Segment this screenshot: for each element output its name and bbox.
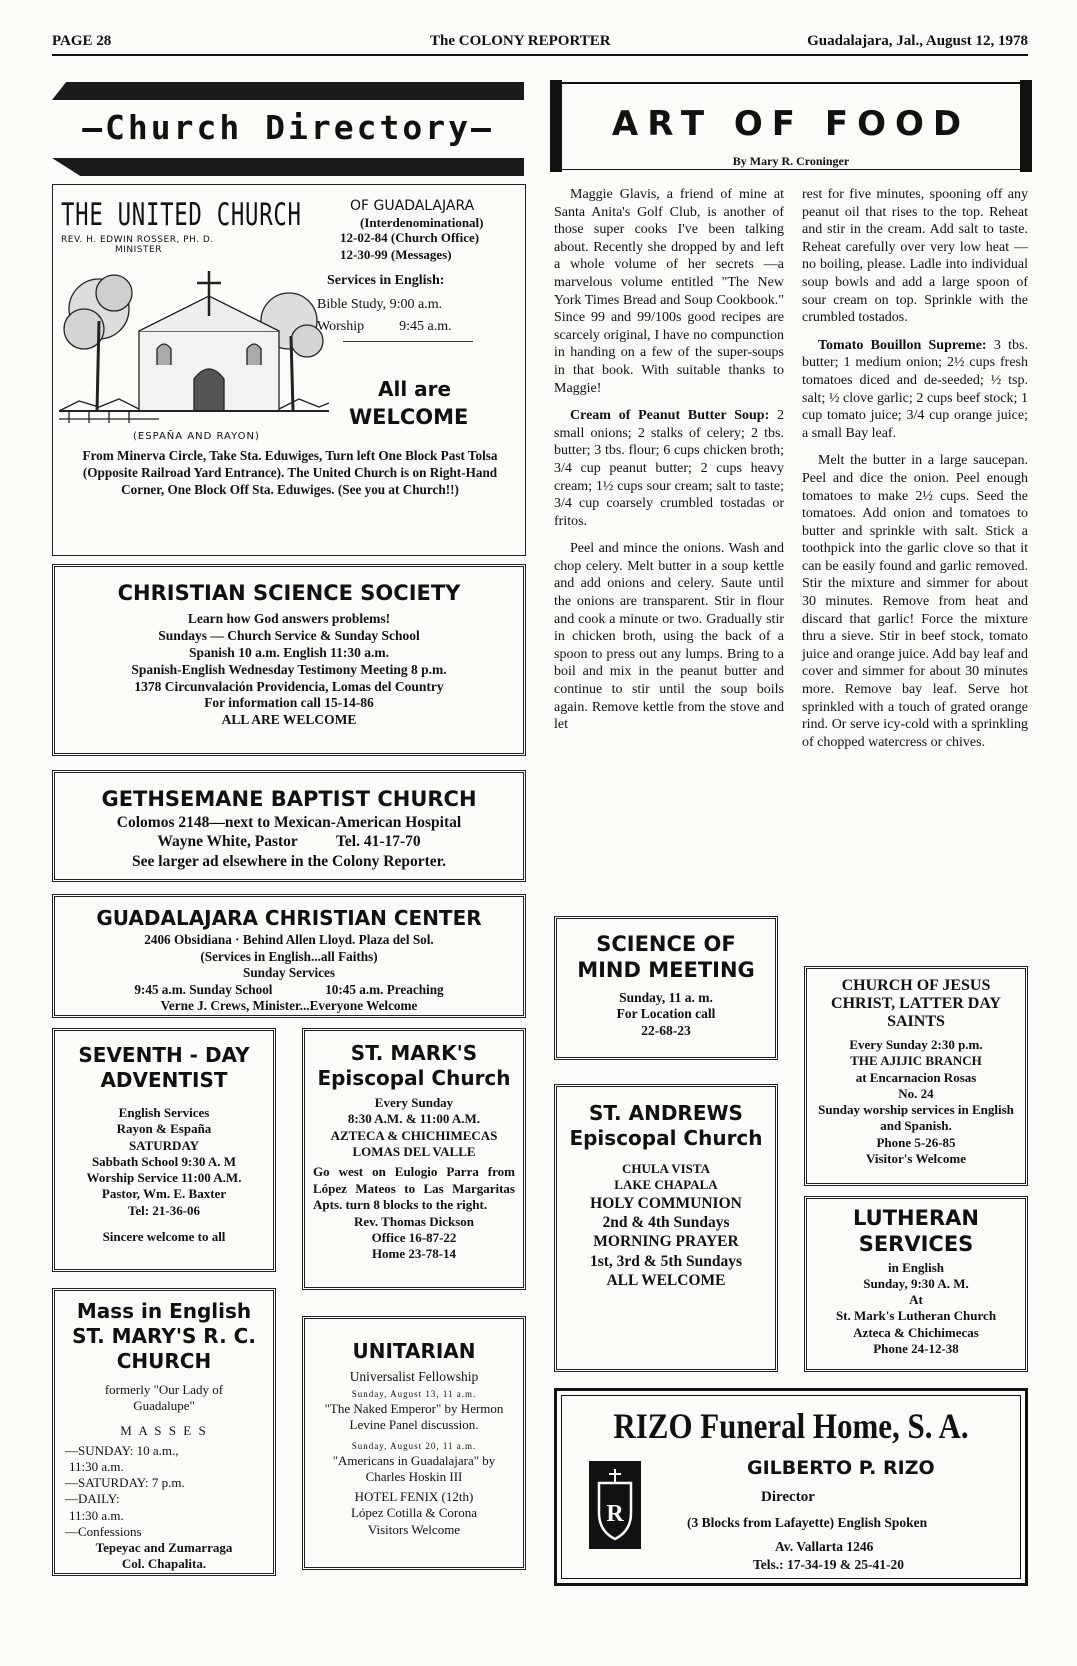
recipe-2-ingredients: 3 tbs. butter; 1 medium onion; 2½ cups fresh tomatoes diced and de-seeded; ½ tsp. salt; ½ clove garlic; 2 cups beef stock; 1 cup tomato juice; 3/4 cup orange juice; a small Bay leaf.	[802, 337, 1028, 441]
st-marys-masses: M A S S E S	[120, 1422, 208, 1438]
page-number: PAGE 28	[52, 33, 112, 49]
art-of-food-title: ART OF FOOD	[611, 104, 971, 144]
cs-line: ALL ARE WELCOME	[221, 712, 357, 728]
unitarian-location	[305, 1489, 523, 1538]
st-marys-title-line: ST. MARY'S R. C.	[72, 1324, 256, 1348]
som-title-line: SCIENCE OF	[596, 932, 736, 956]
science-of-mind-ad	[554, 916, 778, 1060]
unitarian-sub: Universalist Fellowship	[349, 1369, 479, 1384]
st-andrews-line: CHULA VISTA	[621, 1161, 711, 1176]
christian-science-ad	[52, 564, 526, 756]
united-church-bible-study: Bible Study, 9:00 a.m.	[317, 297, 443, 312]
st-marys-line: 11:30 a.m.	[69, 1458, 124, 1474]
lutheran-line: At	[909, 1292, 923, 1307]
lutheran-line: in English	[887, 1259, 944, 1275]
church-directory-title: —Church Directory—	[82, 108, 494, 147]
cs-line: For information call 15-14-86	[204, 695, 374, 711]
st-marys-title	[55, 1299, 273, 1374]
st-marys-mass: Mass in English	[76, 1299, 252, 1323]
rizo-role: Director	[761, 1489, 815, 1505]
article-column-1	[554, 186, 784, 744]
adventist-title	[55, 1043, 273, 1093]
united-church-minister: MINISTER	[115, 245, 162, 255]
article-paragraph: rest for five minutes, spooning off any peanut oil that rises to the top. Reheat and stir in the cream. Add salt to taste. Reheat carefully over very low heat — no boiling, please. Ladle into individual soup bowls and add a large spoon of sour cream on top. Sprinkle with the crumbled tostados.	[802, 187, 1028, 326]
article-paragraph: Melt the butter in a large saucepan. Peel and dice the onion. Peel enough tomatoes to make 2½ cups. Seed the tomatoes. Add onion and tomatoes to butter and sprinkle with salt. Stick a toothpick into the garlic clove so that it can be easily found and garlic removed. Stir the mixture and simmer for about 30 minutes. Remove from heat and discard that garlic! Force the mixture thru a sieve. Stir in beef stock, tomato juice and orange juice. Add bay leaf and cover and simmer for about 30 minutes more. Remove bay leaf. Serve hot sprinkled with a touch of grated orange rind. Or serve icy-cold with a sprinkling of chopped watercress or chives.	[802, 453, 1028, 750]
recipe-1-ingredients: 2 small onions; 2 stalks of celery; 2 tbs. butter; 3 tbs. flour; 6 cups chicken broth; 3/4 cup peanut butter; 2 cups heavy cream; 1½ cups sour cream; salt to taste; 3/4 cup coarsely crumbled tostadas or fritos.	[554, 408, 784, 529]
unitarian-visitors: Visitors Welcome	[367, 1521, 461, 1537]
unitarian-talk-2: "Americans in Guadalajara" by Charles Hoskin III	[332, 1453, 496, 1484]
st-marys-title-line: CHURCH	[116, 1349, 212, 1373]
adventist-line: Tel: 21-36-06	[127, 1202, 201, 1218]
lds-line: Visitor's Welcome	[865, 1150, 966, 1166]
united-church-worship: Worship 9:45 a.m.	[317, 319, 452, 334]
st-marys-formerly-line: Guadalupe"	[133, 1398, 195, 1414]
st-marks-directions: Go west on Eulogio Parra from López Mateos to Las Margaritas Apts. turn 8 blocks to the right.	[313, 1164, 515, 1212]
gcc-line: 9:45 a.m. Sunday School 10:45 a.m. Preaching	[134, 981, 444, 997]
adventist-lines	[55, 1105, 273, 1245]
united-church-name: THE UNITED CHURCH	[61, 197, 302, 233]
recipe-2-title: Tomato Bouillon Supreme:	[818, 337, 987, 353]
gethsemane-line: See larger ad elsewhere in the Colony Reporter.	[132, 852, 446, 870]
article-paragraph: Peel and mince the onions. Wash and chop celery. Melt butter in a soup kettle and add onions and celery. Saute until the onions are transparent. Stir in flour and cook a minute or two. Gradually stir in chicken broth, using the back of a spoon to press out any lumps. Bring to a boil and mix in the peanut butter and continue to stir until the soup boils again. Remove kettle from the stove and let	[554, 541, 784, 733]
rizo-title: RIZO Funeral Home, S. A.	[613, 1406, 969, 1446]
rizo-logo-shield	[589, 1461, 641, 1549]
lutheran-line: St. Mark's Lutheran Church	[835, 1308, 997, 1324]
united-church-all-are: All are	[378, 377, 452, 401]
united-church-divider	[343, 341, 473, 342]
lutheran-lines	[807, 1260, 1025, 1358]
christian-science-lines	[55, 611, 523, 729]
guadalajara-christian-center-ad	[52, 894, 526, 1018]
article-column-2	[802, 186, 1028, 761]
st-andrews-line: HOLY COMMUNION	[590, 1194, 742, 1212]
lds-line: at Encarnacion Rosas	[855, 1069, 977, 1085]
lds-line: Every Sunday 2:30 p.m.	[849, 1037, 983, 1052]
st-marys-line: —Confessions	[65, 1523, 142, 1539]
st-marks-rev: Rev. Thomas Dickson	[353, 1213, 475, 1229]
science-of-mind-lines	[557, 990, 775, 1041]
rizo-logo-letter: R	[606, 1501, 624, 1527]
unitarian-date-2: Sunday, August 20, 11 a.m.	[351, 1441, 477, 1451]
adventist-title-line: SEVENTH - DAY	[78, 1043, 250, 1067]
adventist-line: Pastor, Wm. E. Baxter	[101, 1186, 227, 1202]
adventist-line: SATURDAY	[128, 1137, 200, 1153]
st-andrews-title	[557, 1101, 775, 1151]
page-header	[52, 30, 1028, 56]
united-church-phone-messages: 12-30-99 (Messages)	[340, 247, 452, 262]
st-andrews-title-line: Episcopal Church	[569, 1126, 763, 1150]
lds-title: CHURCH OF JESUS CHRIST, LATTER DAY SAINTS	[831, 977, 1001, 1030]
st-andrews-episcopal-ad	[554, 1084, 778, 1372]
unitarian-date-1: Sunday, August 13, 11 a.m.	[351, 1389, 477, 1399]
rizo-funeral-home-ad	[554, 1388, 1028, 1586]
st-marks-episcopal-ad	[302, 1028, 526, 1290]
st-andrews-line: MORNING PRAYER	[593, 1233, 739, 1251]
st-marys-address	[55, 1540, 273, 1573]
st-marys-addr-line: Col. Chapalita.	[121, 1556, 207, 1572]
adventist-line: Sincere welcome to all	[102, 1228, 226, 1244]
adventist-line: English Services	[118, 1105, 210, 1120]
som-loc: For Location call	[616, 1006, 716, 1022]
st-marks-title-line: Episcopal Church	[317, 1066, 511, 1090]
st-andrews-lines	[557, 1161, 775, 1290]
rizo-tels: Tels.: 17-34-19 & 25-41-20	[753, 1557, 904, 1572]
science-of-mind-title	[557, 931, 775, 984]
dateline: Guadalajara, Jal., August 12, 1978	[807, 33, 1028, 49]
st-marks-title-line: ST. MARK'S	[350, 1041, 478, 1065]
seventh-day-adventist-ad	[52, 1028, 276, 1272]
church-directory-banner	[52, 82, 524, 176]
cs-line: Learn how God answers problems!	[187, 611, 391, 626]
unitarian-title: UNITARIAN	[352, 1339, 476, 1363]
lds-line: No. 24	[898, 1085, 934, 1101]
gethsemane-ad	[52, 770, 526, 882]
rizo-address: Av. Vallarta 1246	[775, 1539, 874, 1554]
art-of-food-byline: By Mary R. Croninger	[732, 154, 850, 168]
lds-line: THE AJIJIC BRANCH	[850, 1053, 982, 1069]
st-marks-line: LOMAS DEL VALLE	[352, 1143, 476, 1159]
st-marys-formerly-line: formerly "Our Lady of	[104, 1382, 224, 1397]
st-marys-line: —SATURDAY: 7 p.m.	[65, 1475, 185, 1490]
lutheran-title-line: SERVICES	[858, 1232, 974, 1257]
cs-line: Spanish 10 a.m. English 11:30 a.m.	[189, 644, 389, 660]
united-church-interdenominational: (Interdenominational)	[360, 215, 484, 230]
banner-bar-bottom	[52, 158, 524, 176]
st-andrews-line: ALL WELCOME	[606, 1272, 726, 1289]
st-marys-church-ad	[52, 1288, 276, 1576]
st-marys-line: —DAILY:	[65, 1491, 120, 1507]
lds-lines	[813, 1037, 1019, 1167]
united-church-of: OF GUADALAJARA	[350, 198, 475, 214]
st-marys-schedule	[65, 1443, 273, 1541]
st-marks-contact	[305, 1214, 523, 1263]
adventist-line: Sabbath School 9:30 A. M	[91, 1153, 237, 1169]
lds-line: Sunday worship services in English and Spanish.	[818, 1102, 1014, 1134]
st-andrews-title-line: ST. ANDREWS	[589, 1101, 743, 1125]
st-marks-office: Office 16-87-22	[371, 1229, 457, 1245]
gethsemane-title: GETHSEMANE BAPTIST CHURCH	[101, 787, 477, 811]
lutheran-title	[807, 1205, 1025, 1258]
som-when: Sunday, 11 a. m.	[619, 989, 713, 1005]
article-recipe-1	[554, 407, 784, 530]
st-marys-line: 11:30 a.m.	[69, 1507, 124, 1523]
unitarian-hotel: HOTEL FENIX (12th)	[354, 1489, 474, 1504]
newspaper-name: The COLONY REPORTER	[430, 33, 611, 49]
lutheran-line: Sunday, 9:30 A. M.	[863, 1275, 969, 1291]
article-recipe-2	[802, 337, 1028, 443]
cs-line: 1378 Circunvalación Providencia, Lomas del Country	[134, 678, 444, 694]
gcc-line: Verne J. Crews, Minister...Everyone Welcome	[160, 998, 418, 1013]
united-church-services-label: Services in English:	[327, 273, 445, 288]
united-church-welcome: WELCOME	[349, 405, 469, 429]
gcc-line: 2406 Obsidiana · Behind Allen Lloyd. Plaza del Sol.	[144, 932, 434, 947]
cs-line: Sundays — Church Service & Sunday School	[158, 627, 420, 643]
st-andrews-line: LAKE CHAPALA	[614, 1177, 718, 1193]
som-title-line: MIND MEETING	[577, 958, 755, 983]
gcc-line: Sunday Services	[243, 965, 335, 980]
gcc-title: GUADALAJARA CHRISTIAN CENTER	[96, 906, 482, 930]
st-marks-line: Every Sunday	[374, 1095, 454, 1110]
som-phone: 22-68-23	[641, 1023, 691, 1039]
lutheran-line: Azteca & Chichimecas	[853, 1324, 979, 1340]
st-marks-title	[305, 1041, 523, 1091]
lutheran-services-ad	[804, 1196, 1028, 1372]
united-church-ad	[52, 184, 526, 556]
rizo-blocks: (3 Blocks from Lafayette) English Spoken	[687, 1515, 928, 1530]
adventist-line: Worship Service 11:00 A.M.	[86, 1170, 242, 1185]
st-andrews-line: 2nd & 4th Sundays	[602, 1213, 730, 1231]
article-paragraph: Maggie Glavis, a friend of mine at Santa Anita's Golf Club, is another of those super cooks I've been talking about. Recently she dropped by and left a whole volume of her secrets —a marvelous volume entitled "The New York Times Bread and Soup Cookbook." Since 99 and 99/100s good recipes are scarcely original, I have no compunction in handing on a few of the super-soups in that book. With suitable thanks to Maggie!	[554, 187, 784, 396]
cs-line: Spanish-English Wednesday Testimony Meeting 8 p.m.	[131, 661, 447, 677]
adventist-line: Rayon & España	[116, 1121, 212, 1137]
banner-bar-top	[52, 82, 524, 100]
church-illustration	[59, 261, 329, 433]
united-church-phone-office: 12-02-84 (Church Office)	[340, 230, 480, 245]
st-marys-formerly	[55, 1382, 273, 1415]
lds-line: Phone 5-26-85	[876, 1134, 956, 1150]
unitarian-talk-1: "The Naked Emperor" by Hermon Levine Panel discussion.	[324, 1401, 504, 1432]
united-church-reverend: REV. H. EDWIN ROSSER, PH. D.	[61, 235, 214, 245]
st-marks-home: Home 23-78-14	[371, 1246, 457, 1261]
recipe-1-title: Cream of Peanut Butter Soup:	[570, 408, 770, 424]
rizo-logo	[589, 1461, 641, 1549]
gethsemane-lines	[55, 813, 523, 871]
unitarian-ad	[302, 1316, 526, 1570]
rizo-name: GILBERTO P. RIZO	[747, 1457, 935, 1479]
gcc-line: (Services in English...all Faiths)	[200, 948, 378, 964]
st-andrews-line: 1st, 3rd & 5th Sundays	[589, 1252, 743, 1270]
lutheran-line: Phone 24-12-38	[873, 1340, 959, 1356]
st-marks-line: 8:30 A.M. & 11:00 A.M.	[347, 1111, 481, 1127]
st-marks-line: AZTECA & CHICHIMECAS	[330, 1127, 498, 1143]
lds-church-ad	[804, 966, 1028, 1186]
adventist-title-line: ADVENTIST	[100, 1068, 228, 1092]
christian-science-title: CHRISTIAN SCIENCE SOCIETY	[117, 581, 461, 605]
united-church-caption: (ESPAÑA AND RAYON)	[133, 431, 260, 442]
st-marys-addr-line: Tepeyac and Zumarraga	[95, 1540, 233, 1555]
unitarian-addr: López Cotilla & Corona	[350, 1505, 477, 1521]
st-marks-lines	[305, 1095, 523, 1160]
gethsemane-line: Wayne White, Pastor Tel. 41-17-70	[157, 833, 421, 851]
gcc-lines	[55, 932, 523, 1015]
united-church-directions: From Minerva Circle, Take Sta. Eduwiges, Turn left One Block Past Tolsa (Opposite Railroad Yard Entrance). The United Church is on Right-Hand Corner, One Block Off Sta. Eduwiges. (See you at Church!!)	[82, 448, 498, 497]
gethsemane-line: Colomos 2148—next to Mexican-American Hospital	[116, 814, 462, 831]
art-of-food-banner	[554, 82, 1028, 170]
st-marys-line: —SUNDAY: 10 a.m.,	[65, 1442, 179, 1458]
lutheran-title-line: LUTHERAN	[853, 1206, 979, 1230]
